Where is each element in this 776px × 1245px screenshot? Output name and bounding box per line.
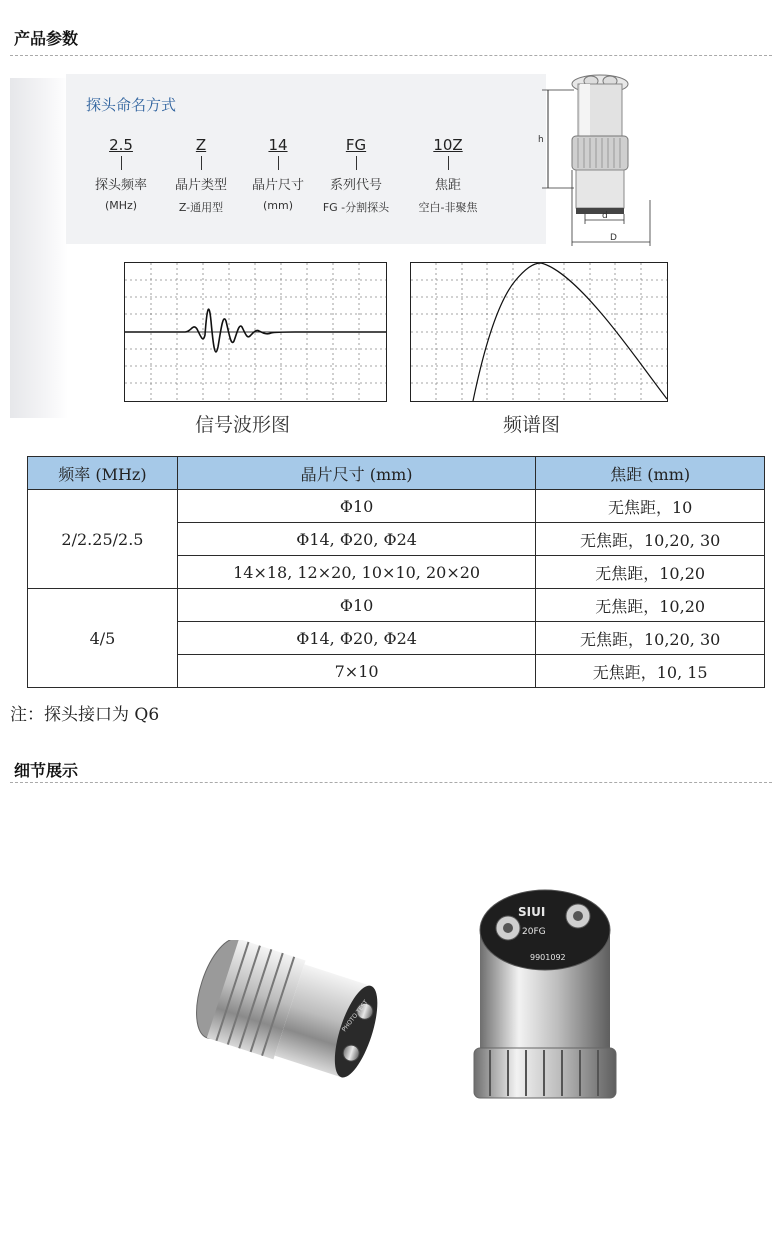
h-label: h [538, 135, 544, 145]
d-label: d [602, 211, 608, 221]
naming-code: 10Z [433, 136, 463, 154]
probe-engraving: PHOTO TEST [340, 998, 370, 1034]
product-photos [10, 790, 772, 1230]
focal-length-cell: 无焦距，10,20 [536, 556, 765, 589]
naming-title: 探头命名方式 [86, 96, 177, 114]
D-label: D [610, 233, 617, 243]
crystal-size-cell: 14×18, 12×20, 10×10, 20×20 [177, 556, 535, 589]
naming-name: 焦距 [434, 178, 461, 193]
naming-connector [121, 156, 122, 170]
probe-brand: SIUI [518, 905, 546, 919]
spectrum-caption: 频谱图 [503, 414, 561, 436]
waveform-graph [124, 262, 387, 402]
table-header-row [28, 457, 765, 490]
crystal-size-cell: Φ14, Φ20, Φ24 [177, 523, 535, 556]
spectrum-graph [410, 262, 668, 402]
crystal-size-cell: Φ10 [177, 589, 535, 622]
interface-note: 注：探头接口为 Q6 [10, 705, 160, 725]
decorative-background [10, 78, 68, 418]
probe-serial: 9901092 [530, 953, 566, 962]
naming-connector [278, 156, 279, 170]
naming-desc: (mm) [262, 199, 293, 212]
frequency-cell: 2/2.25/2.5 [28, 490, 178, 589]
probe-photo-side [170, 940, 400, 1140]
section-title-params: 产品参数 [14, 29, 79, 48]
naming-name: 系列代号 [329, 178, 382, 193]
column-header-crystal-size: 晶片尺寸 (mm) [177, 457, 535, 490]
naming-name: 晶片尺寸 [251, 178, 304, 193]
naming-name: 探头频率 [94, 178, 147, 193]
probe-model: 20FG [522, 927, 546, 937]
naming-desc: Z-通用型 [178, 201, 224, 214]
section-divider [10, 55, 772, 56]
spec-table [27, 456, 765, 688]
naming-desc: 空白-非聚焦 [418, 201, 478, 214]
naming-method-panel [66, 74, 546, 244]
naming-connector [356, 156, 357, 170]
crystal-size-cell: Φ14, Φ20, Φ24 [177, 622, 535, 655]
naming-desc: FG -分割探头 [322, 201, 390, 214]
column-header-frequency: 频率 (MHz) [28, 457, 178, 490]
waveform-caption: 信号波形图 [195, 414, 291, 436]
probe-photo-standing [460, 880, 630, 1120]
crystal-size-cell: Φ10 [177, 490, 535, 523]
naming-code: FG [345, 136, 367, 154]
probe-dimension-diagram [530, 70, 670, 248]
section-title-details: 细节展示 [14, 761, 79, 780]
naming-code: Z [195, 136, 207, 154]
naming-connector [201, 156, 202, 170]
naming-code: 14 [268, 136, 288, 154]
crystal-size-cell: 7×10 [177, 655, 535, 688]
focal-length-cell: 无焦距，10 [536, 490, 765, 523]
focal-length-cell: 无焦距，10,20, 30 [536, 523, 765, 556]
naming-item [393, 136, 503, 215]
section-divider [10, 782, 772, 783]
naming-name: 晶片类型 [174, 178, 227, 193]
focal-length-cell: 无焦距，10,20, 30 [536, 622, 765, 655]
naming-desc: (MHz) [104, 199, 138, 212]
column-header-focal-length: 焦距 (mm) [536, 457, 765, 490]
naming-connector [448, 156, 449, 170]
table-row [28, 490, 765, 523]
naming-code: 2.5 [109, 136, 133, 154]
focal-length-cell: 无焦距，10,20 [536, 589, 765, 622]
focal-length-cell: 无焦距，10, 15 [536, 655, 765, 688]
frequency-cell: 4/5 [28, 589, 178, 688]
table-row [28, 589, 765, 622]
